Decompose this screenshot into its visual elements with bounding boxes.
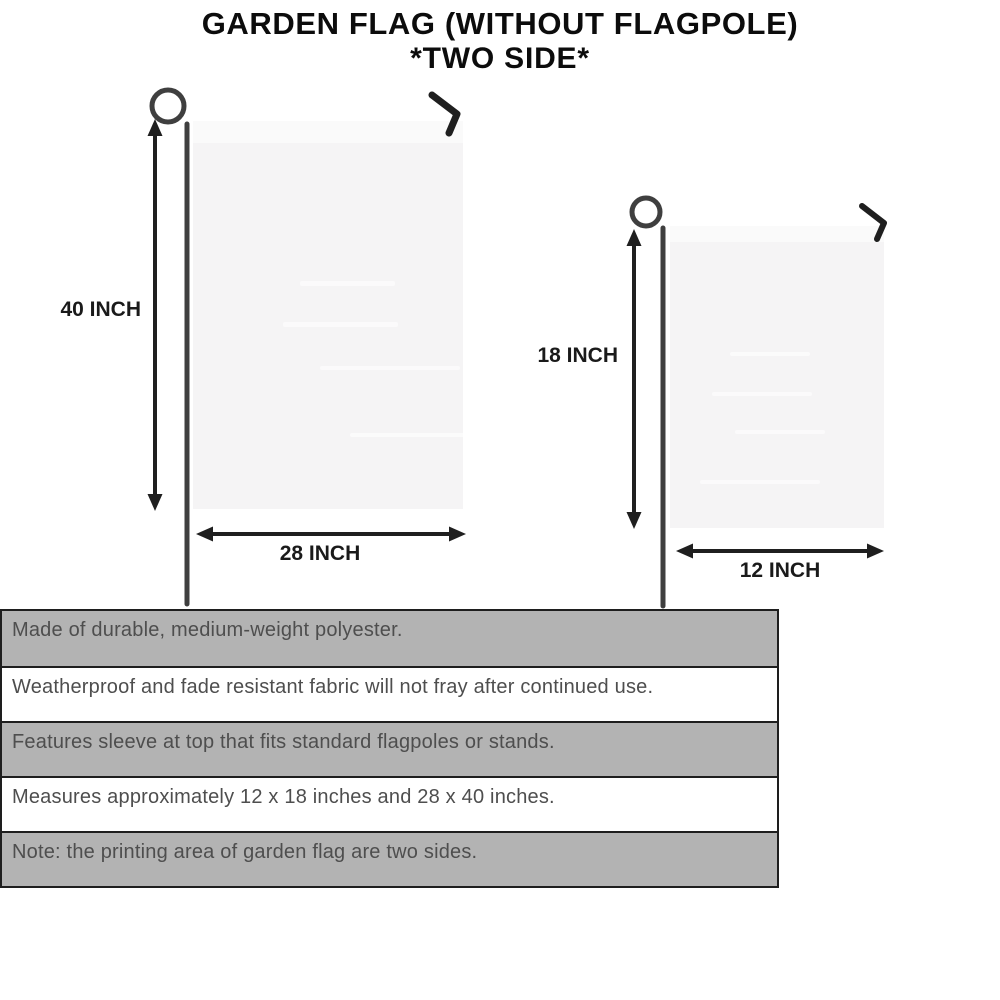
large-flag-height-arrow [148, 119, 163, 511]
large-flag-canvas [193, 121, 463, 509]
large-flag-pole-loop [152, 90, 184, 122]
small-flag-group [537, 198, 884, 606]
title-line2: *TWO SIDE* [410, 41, 590, 75]
spec-row-material: Made of durable, medium-weight polyester. [2, 611, 777, 666]
small-flag-width-arrow [676, 544, 884, 559]
small-flag-height-arrow [627, 229, 642, 529]
title-line1: GARDEN FLAG (WITHOUT FLAGPOLE) [201, 6, 799, 41]
large-flag-group [60, 90, 480, 604]
large-flag-width-label: 28 INCH [279, 542, 361, 565]
large-flag-height-label: 40 INCH [60, 298, 141, 321]
spec-row-note: Note: the printing area of garden flag are two sides. [2, 831, 777, 886]
small-flag-width-label: 12 INCH [739, 559, 821, 582]
spec-row-sleeve: Features sleeve at top that fits standard flagpoles or stands. [2, 721, 777, 776]
small-flag-sleeve [670, 226, 884, 242]
large-flag-width-arrow [196, 527, 466, 542]
spec-row-weatherproof: Weatherproof and fade resistant fabric will not fray after continued use. [2, 666, 777, 721]
spec-table [0, 609, 779, 888]
small-flag-pole-loop [632, 198, 660, 226]
spec-row-measurements: Measures approximately 12 x 18 inches and 28 x 40 inches. [2, 776, 777, 831]
large-flag-sleeve [193, 121, 463, 143]
page-title [0, 6, 1000, 76]
small-flag-height-label: 18 INCH [537, 344, 618, 367]
